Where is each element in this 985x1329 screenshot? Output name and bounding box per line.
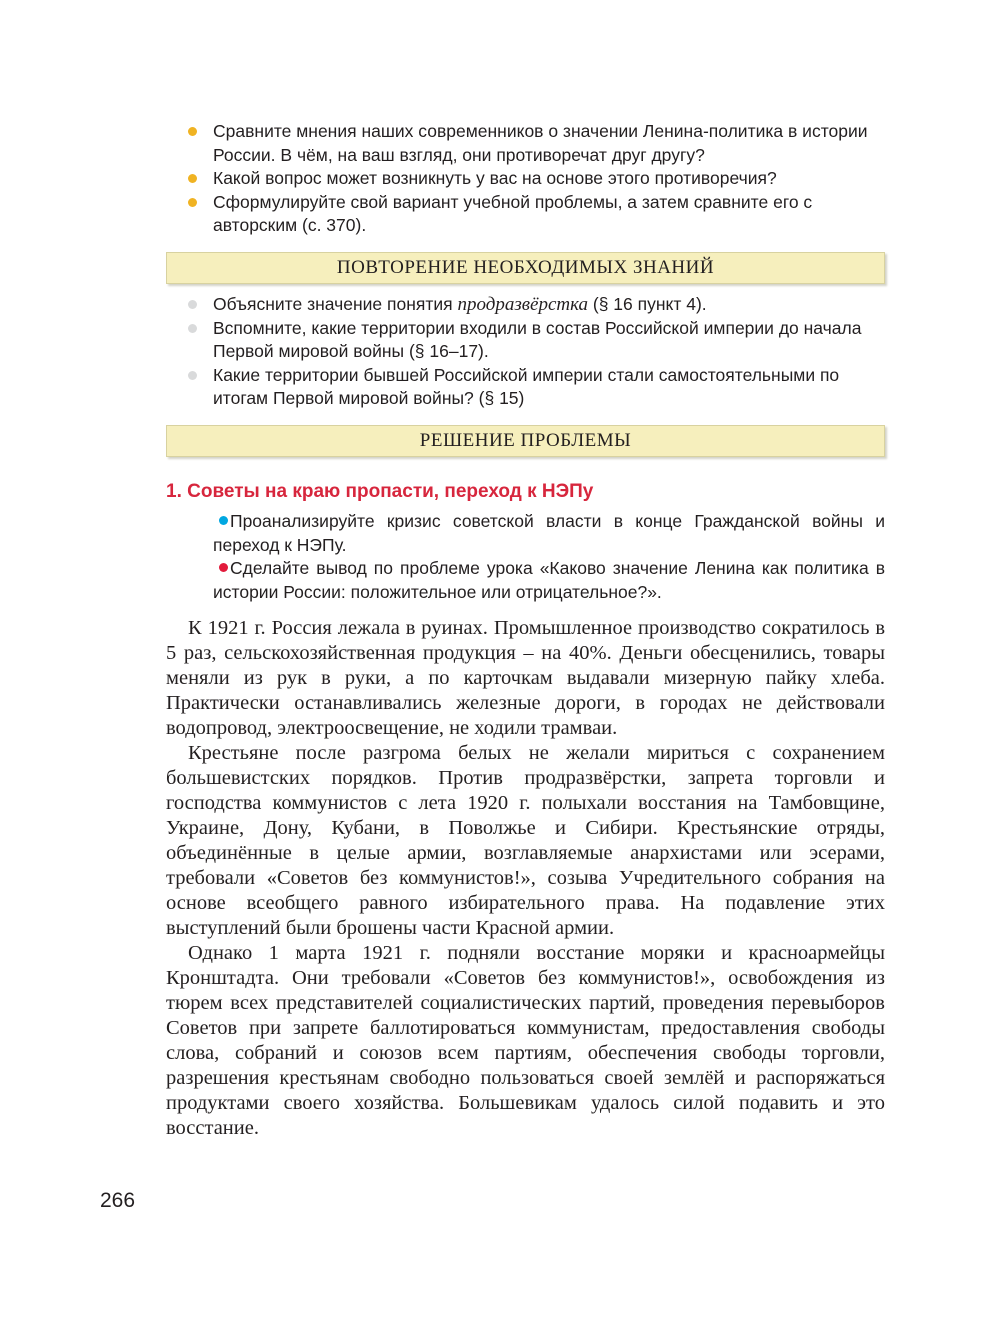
questions-list [188, 120, 888, 238]
list-item: Какой вопрос может возникнуть у вас на основе этого противоречия? [188, 167, 888, 191]
list-item: Объясните значение понятия продразвёрстка (§ 16 пункт 4). [188, 293, 888, 317]
bullet-icon [188, 127, 197, 136]
list-item: Сделайте вывод по проблеме урока «Каково значение Ленина как политика в истории России: положительное или отрицательное?». [213, 558, 885, 602]
list-item: Вспомните, какие территории входили в состав Российской империи до начала Первой мировой войны (§ 16–17). [188, 317, 888, 364]
repeat-knowledge-header: ПОВТОРЕНИЕ НЕОБХОДИМЫХ ЗНАНИЙ [166, 252, 885, 284]
bullet-icon [219, 563, 228, 572]
section-title: 1. Советы на краю пропасти, переход к НЭПу [166, 481, 594, 502]
bullet-icon [188, 371, 197, 380]
list-item: Какие территории бывшей Российской империи стали самостоятельными по итогам Первой мировой войны? (§ 15) [188, 364, 888, 411]
list-item: Проанализируйте кризис советской власти в конце Гражданской войны и переход к НЭПу. [213, 511, 885, 555]
tasks-list [213, 510, 885, 604]
paragraph: Однако 1 марта 1921 г. подняли восстание моряки и красноармейцы Кронштадта. Они требовали «Советов без коммунистов!», освобождения из тюрем всех представителей социалистических партий, проведения перевыборов Советов при запрете баллотироваться коммунистам, предоставления свободы слова, собраний и союзов всем партиям, обеспечения свободы торговли, разрешения крестьянам свободно пользоваться своей землёй и распоряжаться продуктами своего хозяйства. Большевикам удалось силой подавить и это восстание. [166, 942, 885, 1139]
bullet-icon [219, 516, 228, 525]
list-item: Сформулируйте свой вариант учебной проблемы, а затем сравните его с авторским (с. 370). [188, 191, 888, 238]
solution-header: РЕШЕНИЕ ПРОБЛЕМЫ [166, 425, 885, 457]
page-number: 266 [100, 1189, 136, 1212]
list-item: Сравните мнения наших современников о значении Ленина-политика в истории России. В чём, на ваш взгляд, они противоречат друг другу? [188, 120, 888, 167]
bullet-icon [188, 300, 197, 309]
bullet-icon [188, 174, 197, 183]
bullet-icon [188, 198, 197, 207]
paragraph: К 1921 г. Россия лежала в руинах. Промышленное производство сократилось в 5 раз, сельскохозяйственная продукция – на 40%. Деньги обесценились, товары меняли из рук в руки, а по карточкам выдавали мизерную пайку хлеба. Практически останавливались железные дороги, в городах не действовали водопровод, электроосвещение, не ходили трамваи. [166, 617, 885, 739]
main-text [166, 616, 885, 1141]
paragraph: Крестьяне после разгрома белых не желали мириться с сохранением большевистских порядков. Против продразвёрстки, запрета торговли и господства коммунистов с лета 1920 г. полыхали восстания на Тамбовщине, Украине, Дону, Кубани, в Поволжье и Сибири. Крестьянские отряды, объединённые в целые армии, возглавляемые анархистами или эсерами, требовали «Советов без коммунистов!», созыва Учредительного собрания на основе всеобщего равного избирательного права. На подавление этих выступлений были брошены части Красной армии. [166, 742, 885, 939]
term: продразвёрстка [457, 294, 589, 315]
bullet-icon [188, 324, 197, 333]
repeat-knowledge-list [188, 293, 888, 411]
